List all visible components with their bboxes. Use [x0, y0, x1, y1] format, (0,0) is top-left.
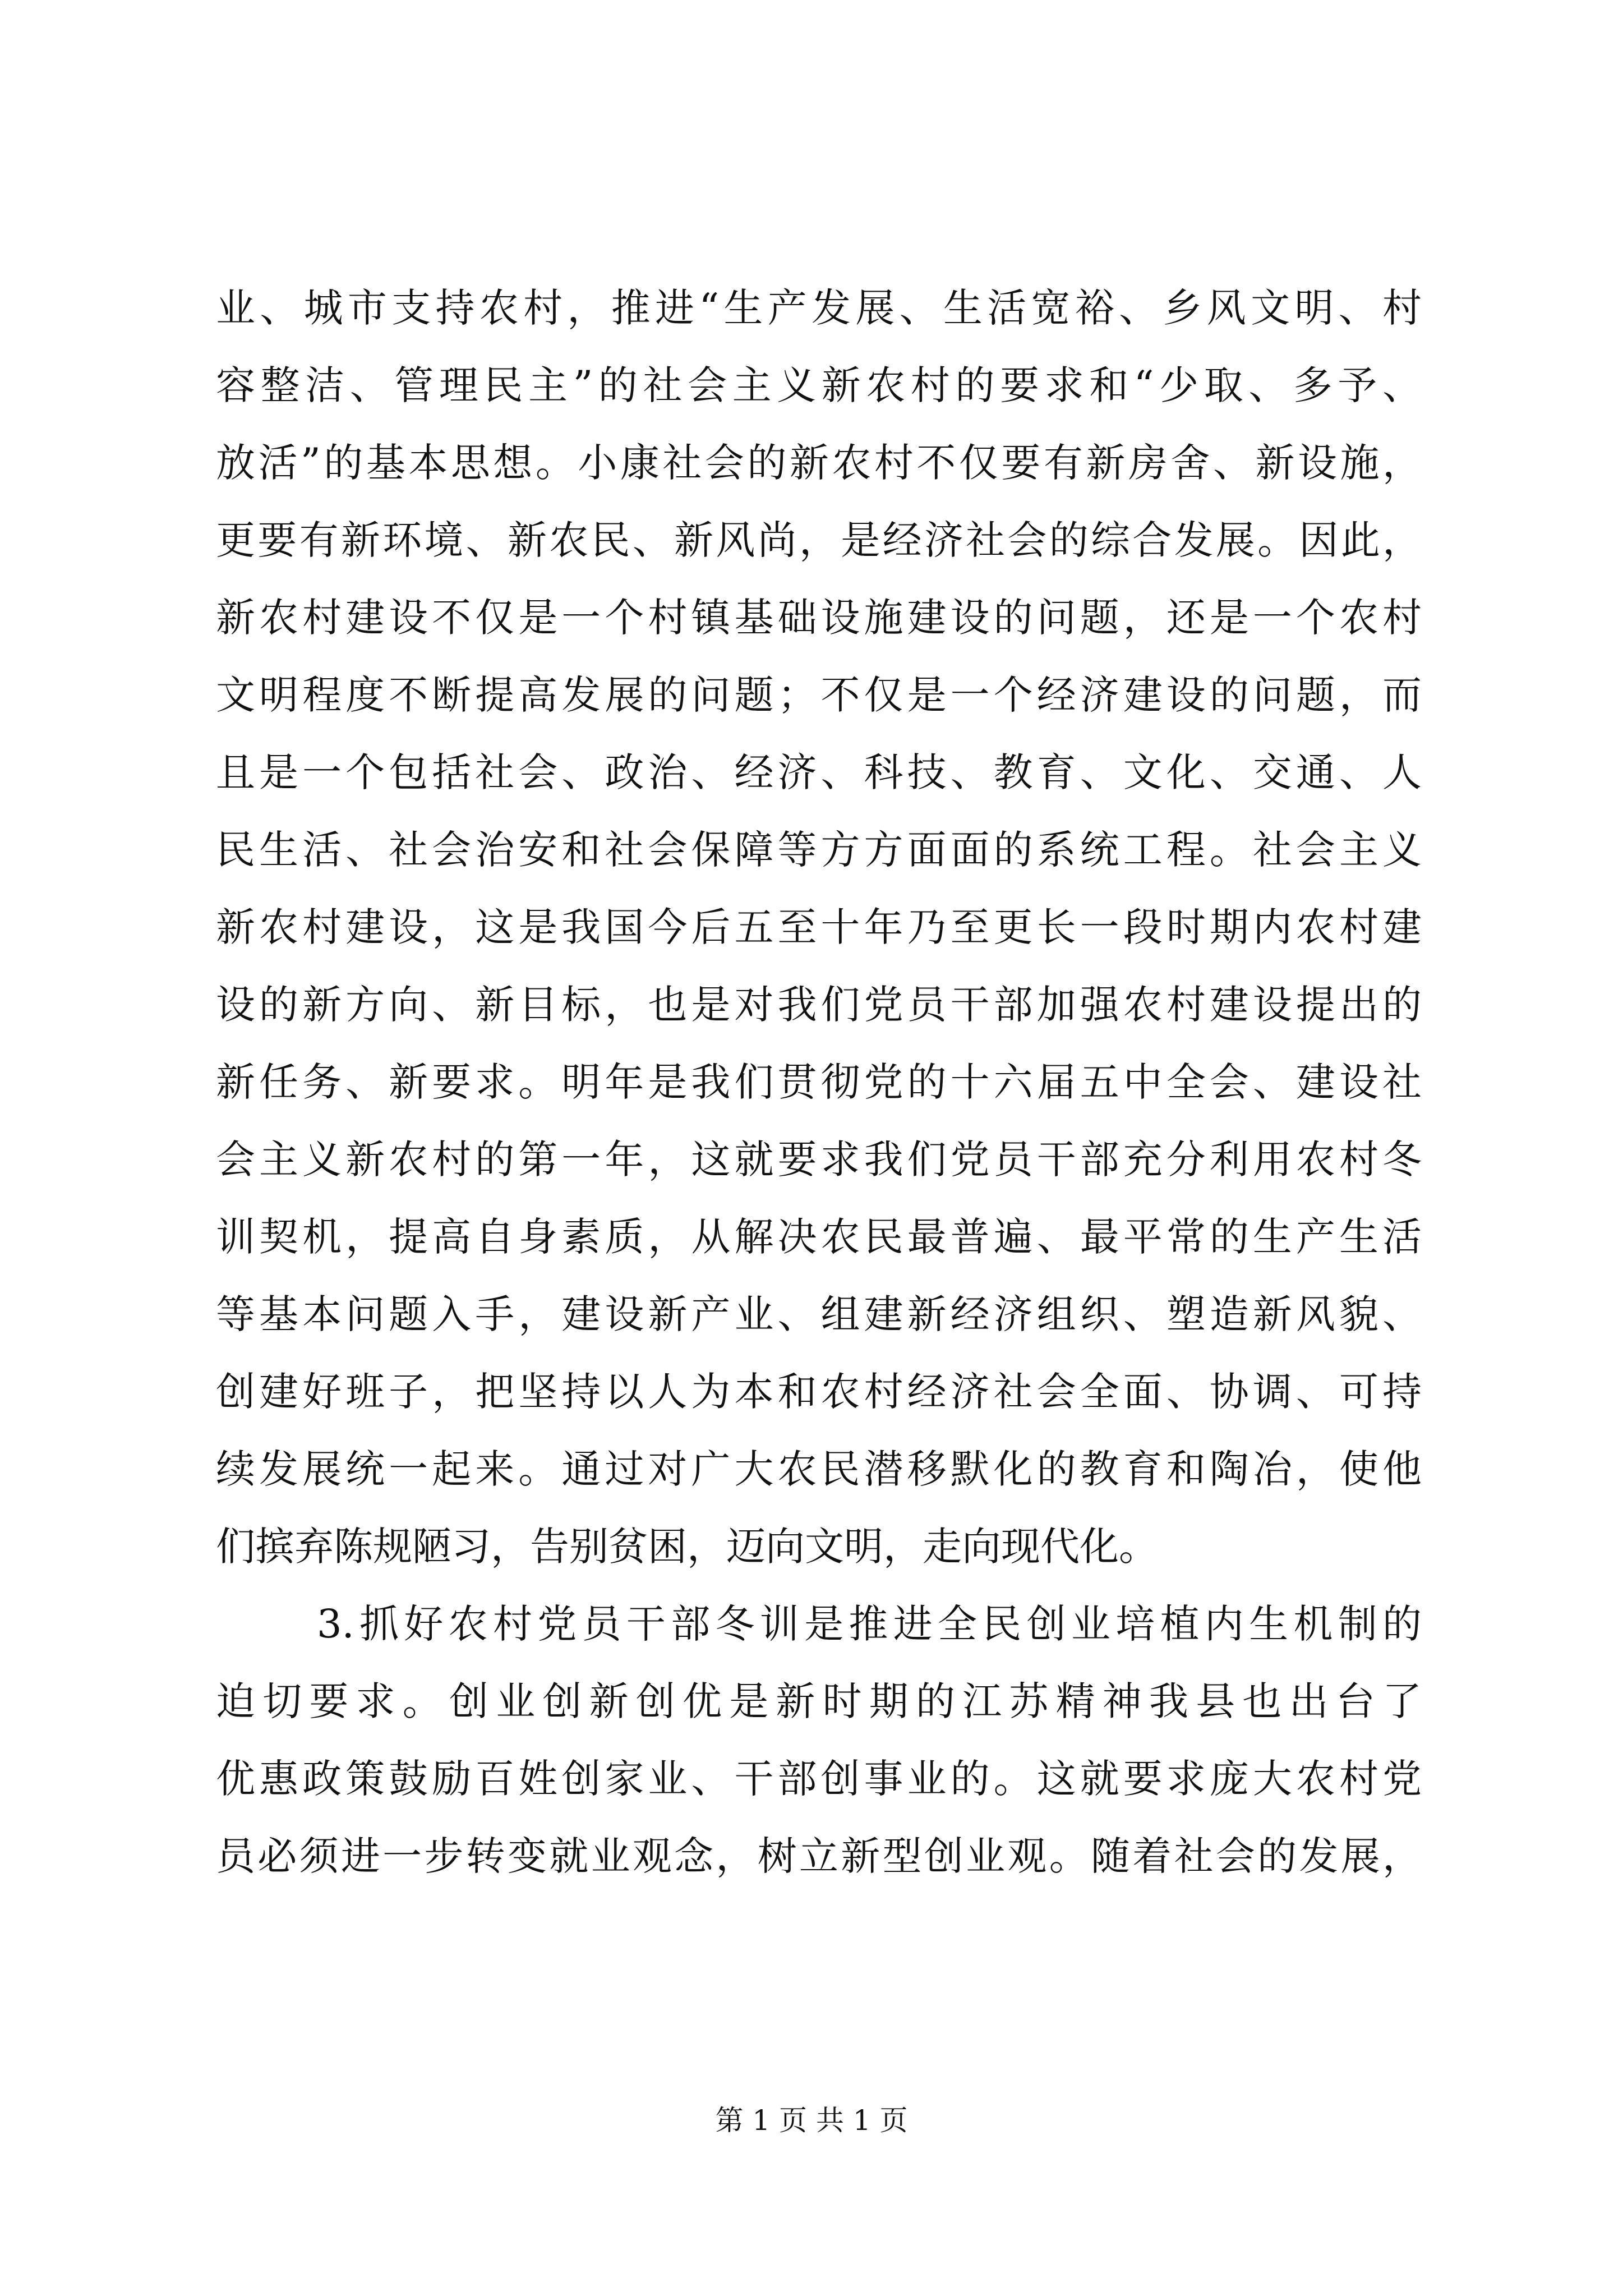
- text-line: 且是一个包括社会、政治、经济、科技、教育、文化、交通、人: [216, 749, 1422, 795]
- text-line: 们摈弃陈规陋习，告别贫困，迈向文明，走向现代化。: [216, 1524, 1158, 1570]
- text-line: 续发展统一起来。通过对广大农民潜移默化的教育和陶冶，使他: [216, 1446, 1422, 1492]
- text-line: 文明程度不断提高发展的问题；不仅是一个经济建设的问题，而: [216, 672, 1422, 718]
- page-footer: [0, 2101, 1623, 2140]
- text-line: 设的新方向、新目标，也是对我们党员干部加强农村建设提出的: [216, 982, 1422, 1028]
- text-line: 训契机，提高自身素质，从解决农民最普遍、最平常的生产生活: [216, 1214, 1422, 1260]
- text-line: 会主义新农村的第一年，这就要求我们党员干部充分利用农村冬: [216, 1137, 1422, 1182]
- text-line: 业、城市支持农村，推进“生产发展、生活宽裕、乡风文明、村: [216, 285, 1422, 331]
- text-line: 新农村建设不仅是一个村镇基础设施建设的问题，还是一个农村: [216, 595, 1422, 641]
- text-line: 更要有新环境、新农民、新风尚，是经济社会的综合发展。因此，: [216, 517, 1422, 563]
- text-line: 员必须进一步转变就业观念，树立新型创业观。随着社会的发展，: [216, 1833, 1422, 1879]
- text-line: 迫切要求。创业创新创优是新时期的江苏精神我县也出台了: [216, 1678, 1422, 1724]
- text-line: 优惠政策鼓励百姓创家业、干部创事业的。这就要求庞大农村党: [216, 1756, 1422, 1802]
- text-line: 民生活、社会治安和社会保障等方方面面的系统工程。社会主义: [216, 827, 1422, 873]
- text-line: 新农村建设，这是我国今后五至十年乃至更长一段时期内农村建: [216, 904, 1422, 950]
- text-line: 放活”的基本思想。小康社会的新农村不仅要有新房舍、新设施，: [216, 440, 1422, 486]
- text-line: 等基本问题入手，建设新产业、组建新经济组织、塑造新风貌、: [216, 1291, 1422, 1337]
- page-number: 第 1 页 共 1 页: [715, 2104, 908, 2137]
- text-line: 3.抓好农村党员干部冬训是推进全民创业培植内生机制的: [317, 1601, 1422, 1647]
- text-line: 创建好班子，把坚持以人为本和农村经济社会全面、协调、可持: [216, 1369, 1422, 1415]
- body-text: [216, 269, 1422, 1895]
- text-line: 新任务、新要求。明年是我们贯彻党的十六届五中全会、建设社: [216, 1059, 1422, 1105]
- text-line: 容整洁、管理民主”的社会主义新农村的要求和“少取、多予、: [216, 362, 1422, 408]
